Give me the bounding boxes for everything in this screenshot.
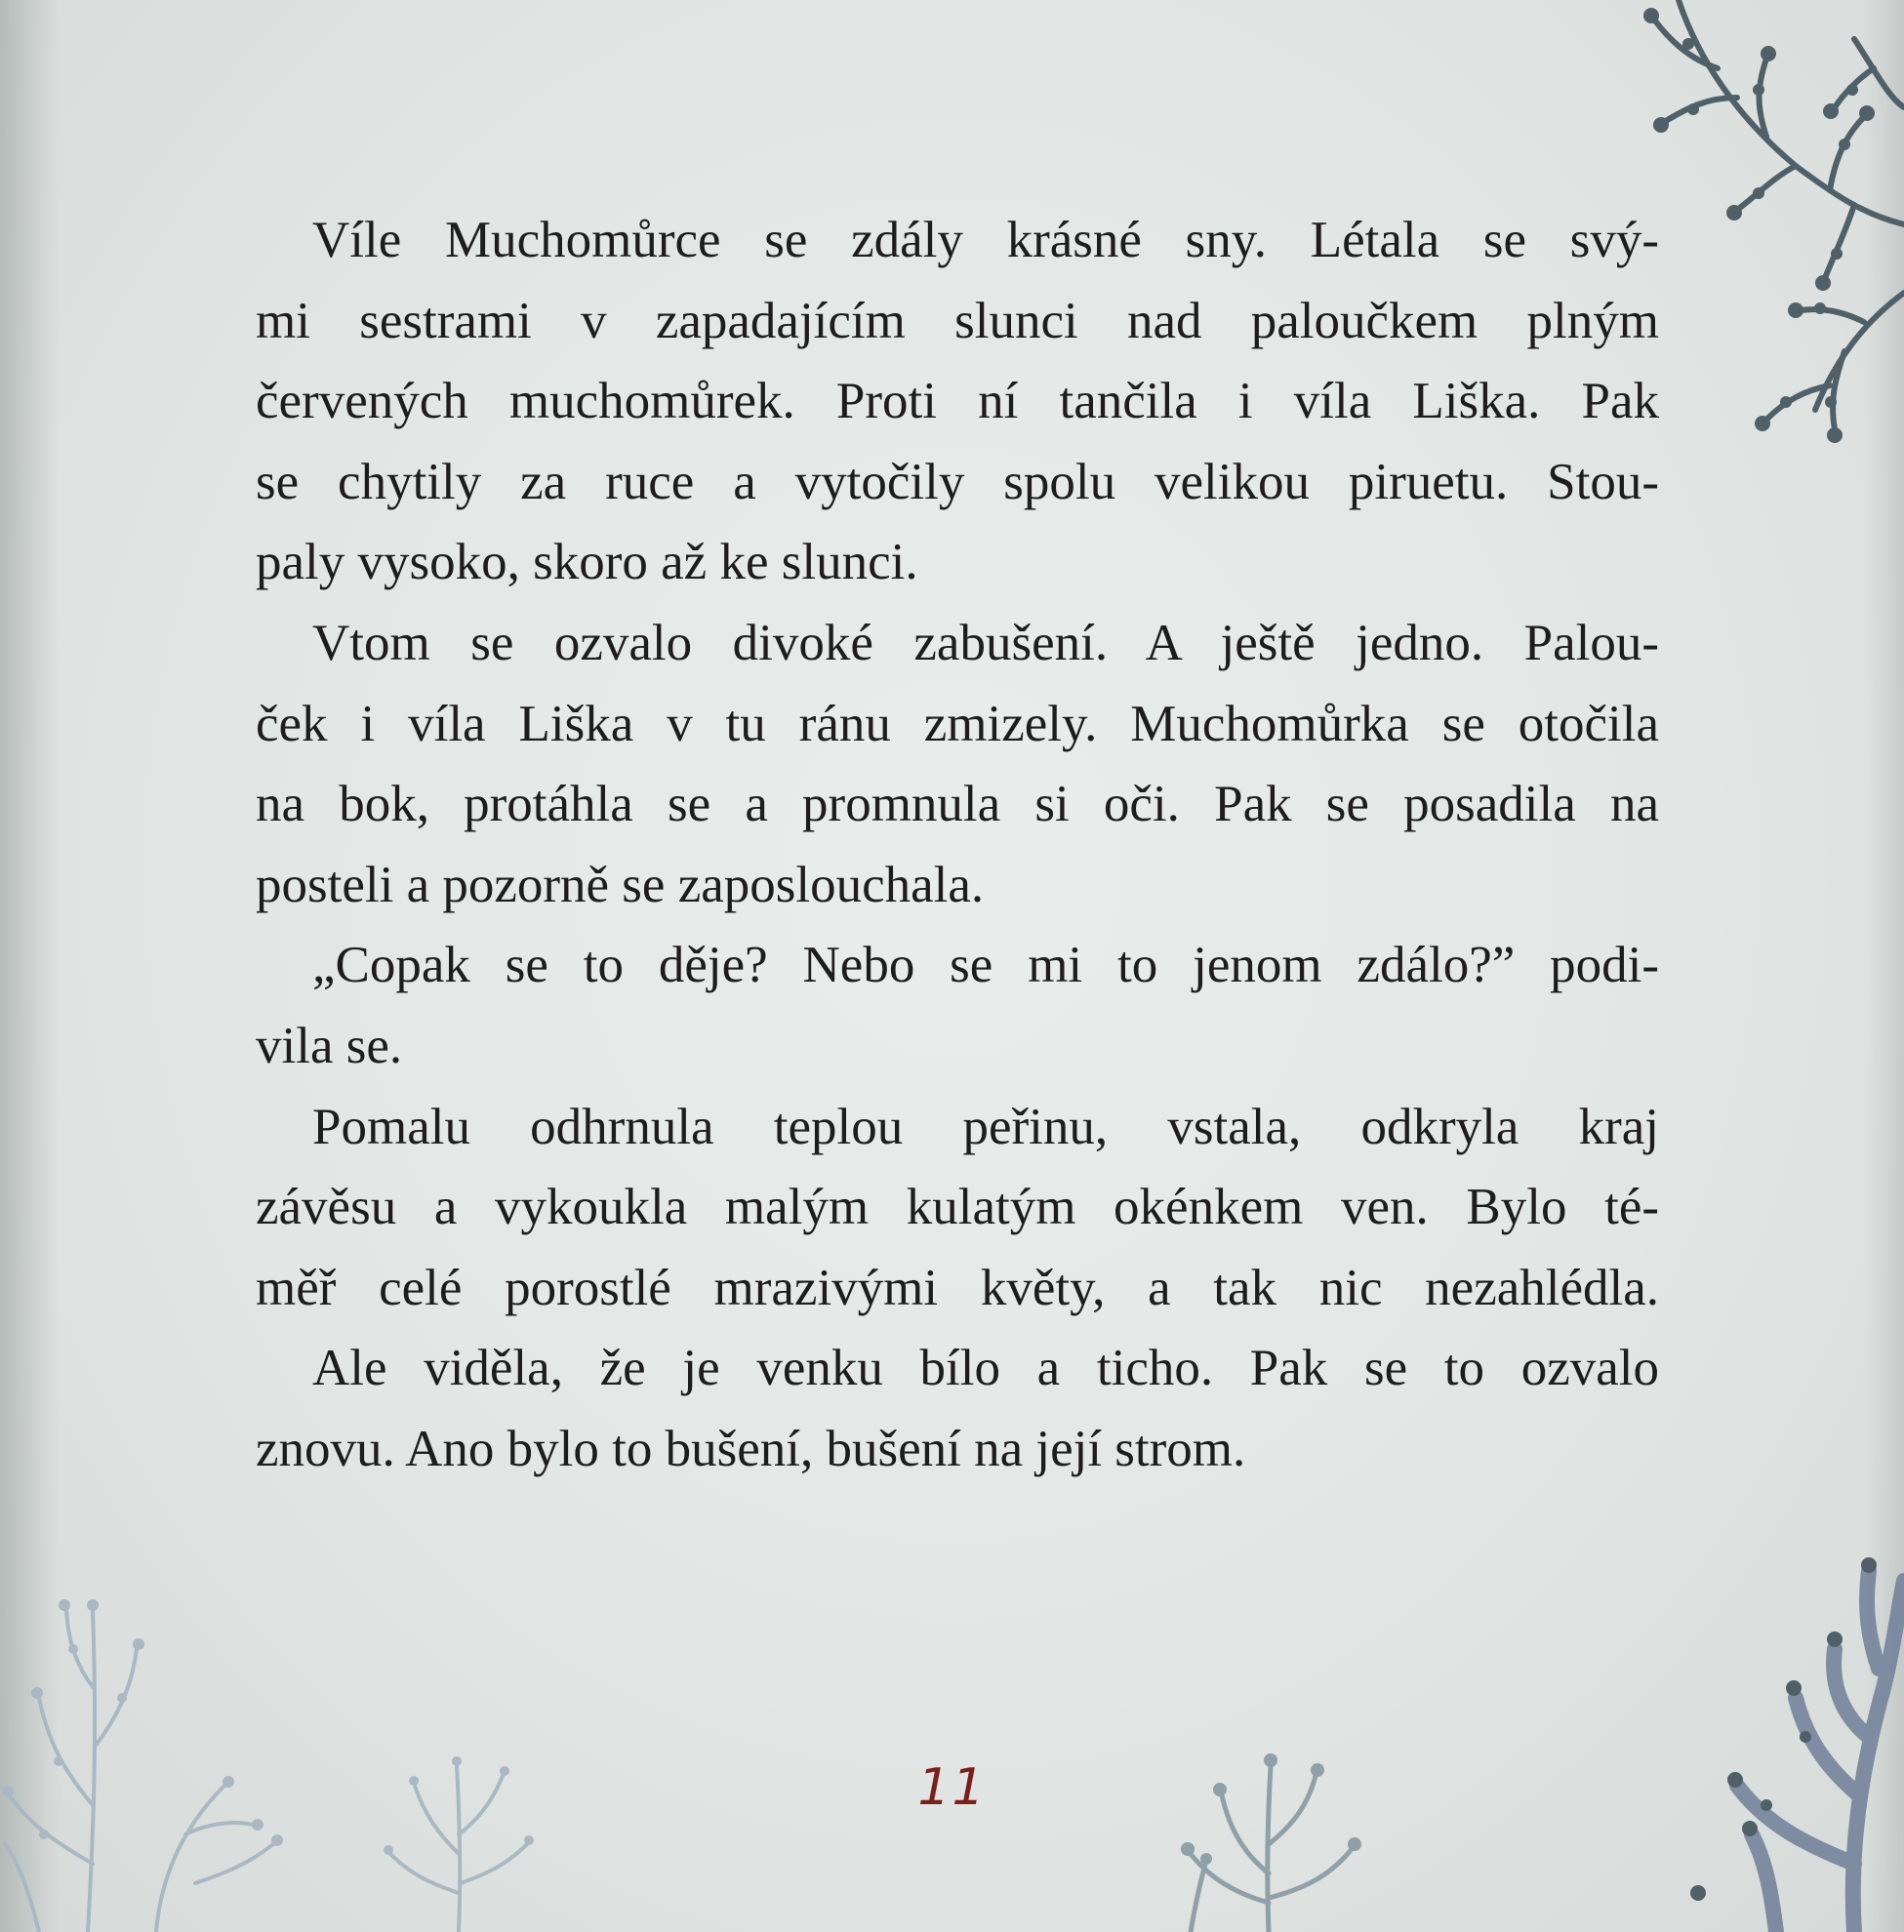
- body-text: [256, 200, 1659, 1490]
- text-line: Vtom se ozvalo divoké zabušení. A ještě jedno. Palou-: [312, 614, 1659, 671]
- paragraph: [256, 1087, 1659, 1329]
- winter-branch-icon: [0, 1551, 322, 1932]
- text-line: měř celé porostlé mrazivými květy, a tak nic nezahlédla.: [256, 1259, 1659, 1316]
- text-line: se chytily za ruce a vytočily spolu velikou piruetu. Stou-: [256, 453, 1659, 510]
- text-line: posteli a pozorně se zaposlouchala.: [256, 856, 985, 913]
- text-line: Ale viděla, že je venku bílo a ticho. Pak se to ozvalo: [312, 1340, 1659, 1397]
- text-line: mi sestrami v zapadajícím slunci nad paloučkem plným: [256, 292, 1659, 349]
- text-line: červených muchomůrek. Proti ní tančila i víla Liška. Pak: [256, 373, 1659, 430]
- coral-branch-icon: [1659, 1542, 1904, 1932]
- paragraph: [256, 603, 1659, 925]
- text-line: ček i víla Liška v tu ránu zmizely. Muchomůrka se otočila: [256, 695, 1659, 752]
- text-line: Pomalu odhrnula teplou peřinu, vstala, odkryla kraj: [312, 1098, 1659, 1155]
- paragraph: [256, 200, 1659, 603]
- text-line: na bok, protáhla se a promnula si oči. Pak se posadila na: [256, 776, 1659, 833]
- text-line: paly vysoko, skoro až ke slunci.: [256, 534, 918, 591]
- page-number: 11: [917, 1758, 987, 1817]
- paragraph: [256, 1328, 1659, 1489]
- text-line: závěsu a vykoukla malým kulatým okénkem ven. Bylo té-: [256, 1179, 1659, 1236]
- text-line: vila se.: [256, 1017, 403, 1074]
- text-line: znovu. Ano bylo to bušení, bušení na její strom.: [256, 1420, 1246, 1477]
- text-line: „Copak se to děje? Nebo se mi to jenom zdálo?” podi-: [312, 937, 1659, 994]
- paragraph: [256, 925, 1659, 1086]
- text-line: Víle Muchomůrce se zdály krásné sny. Létala se svý-: [312, 212, 1659, 268]
